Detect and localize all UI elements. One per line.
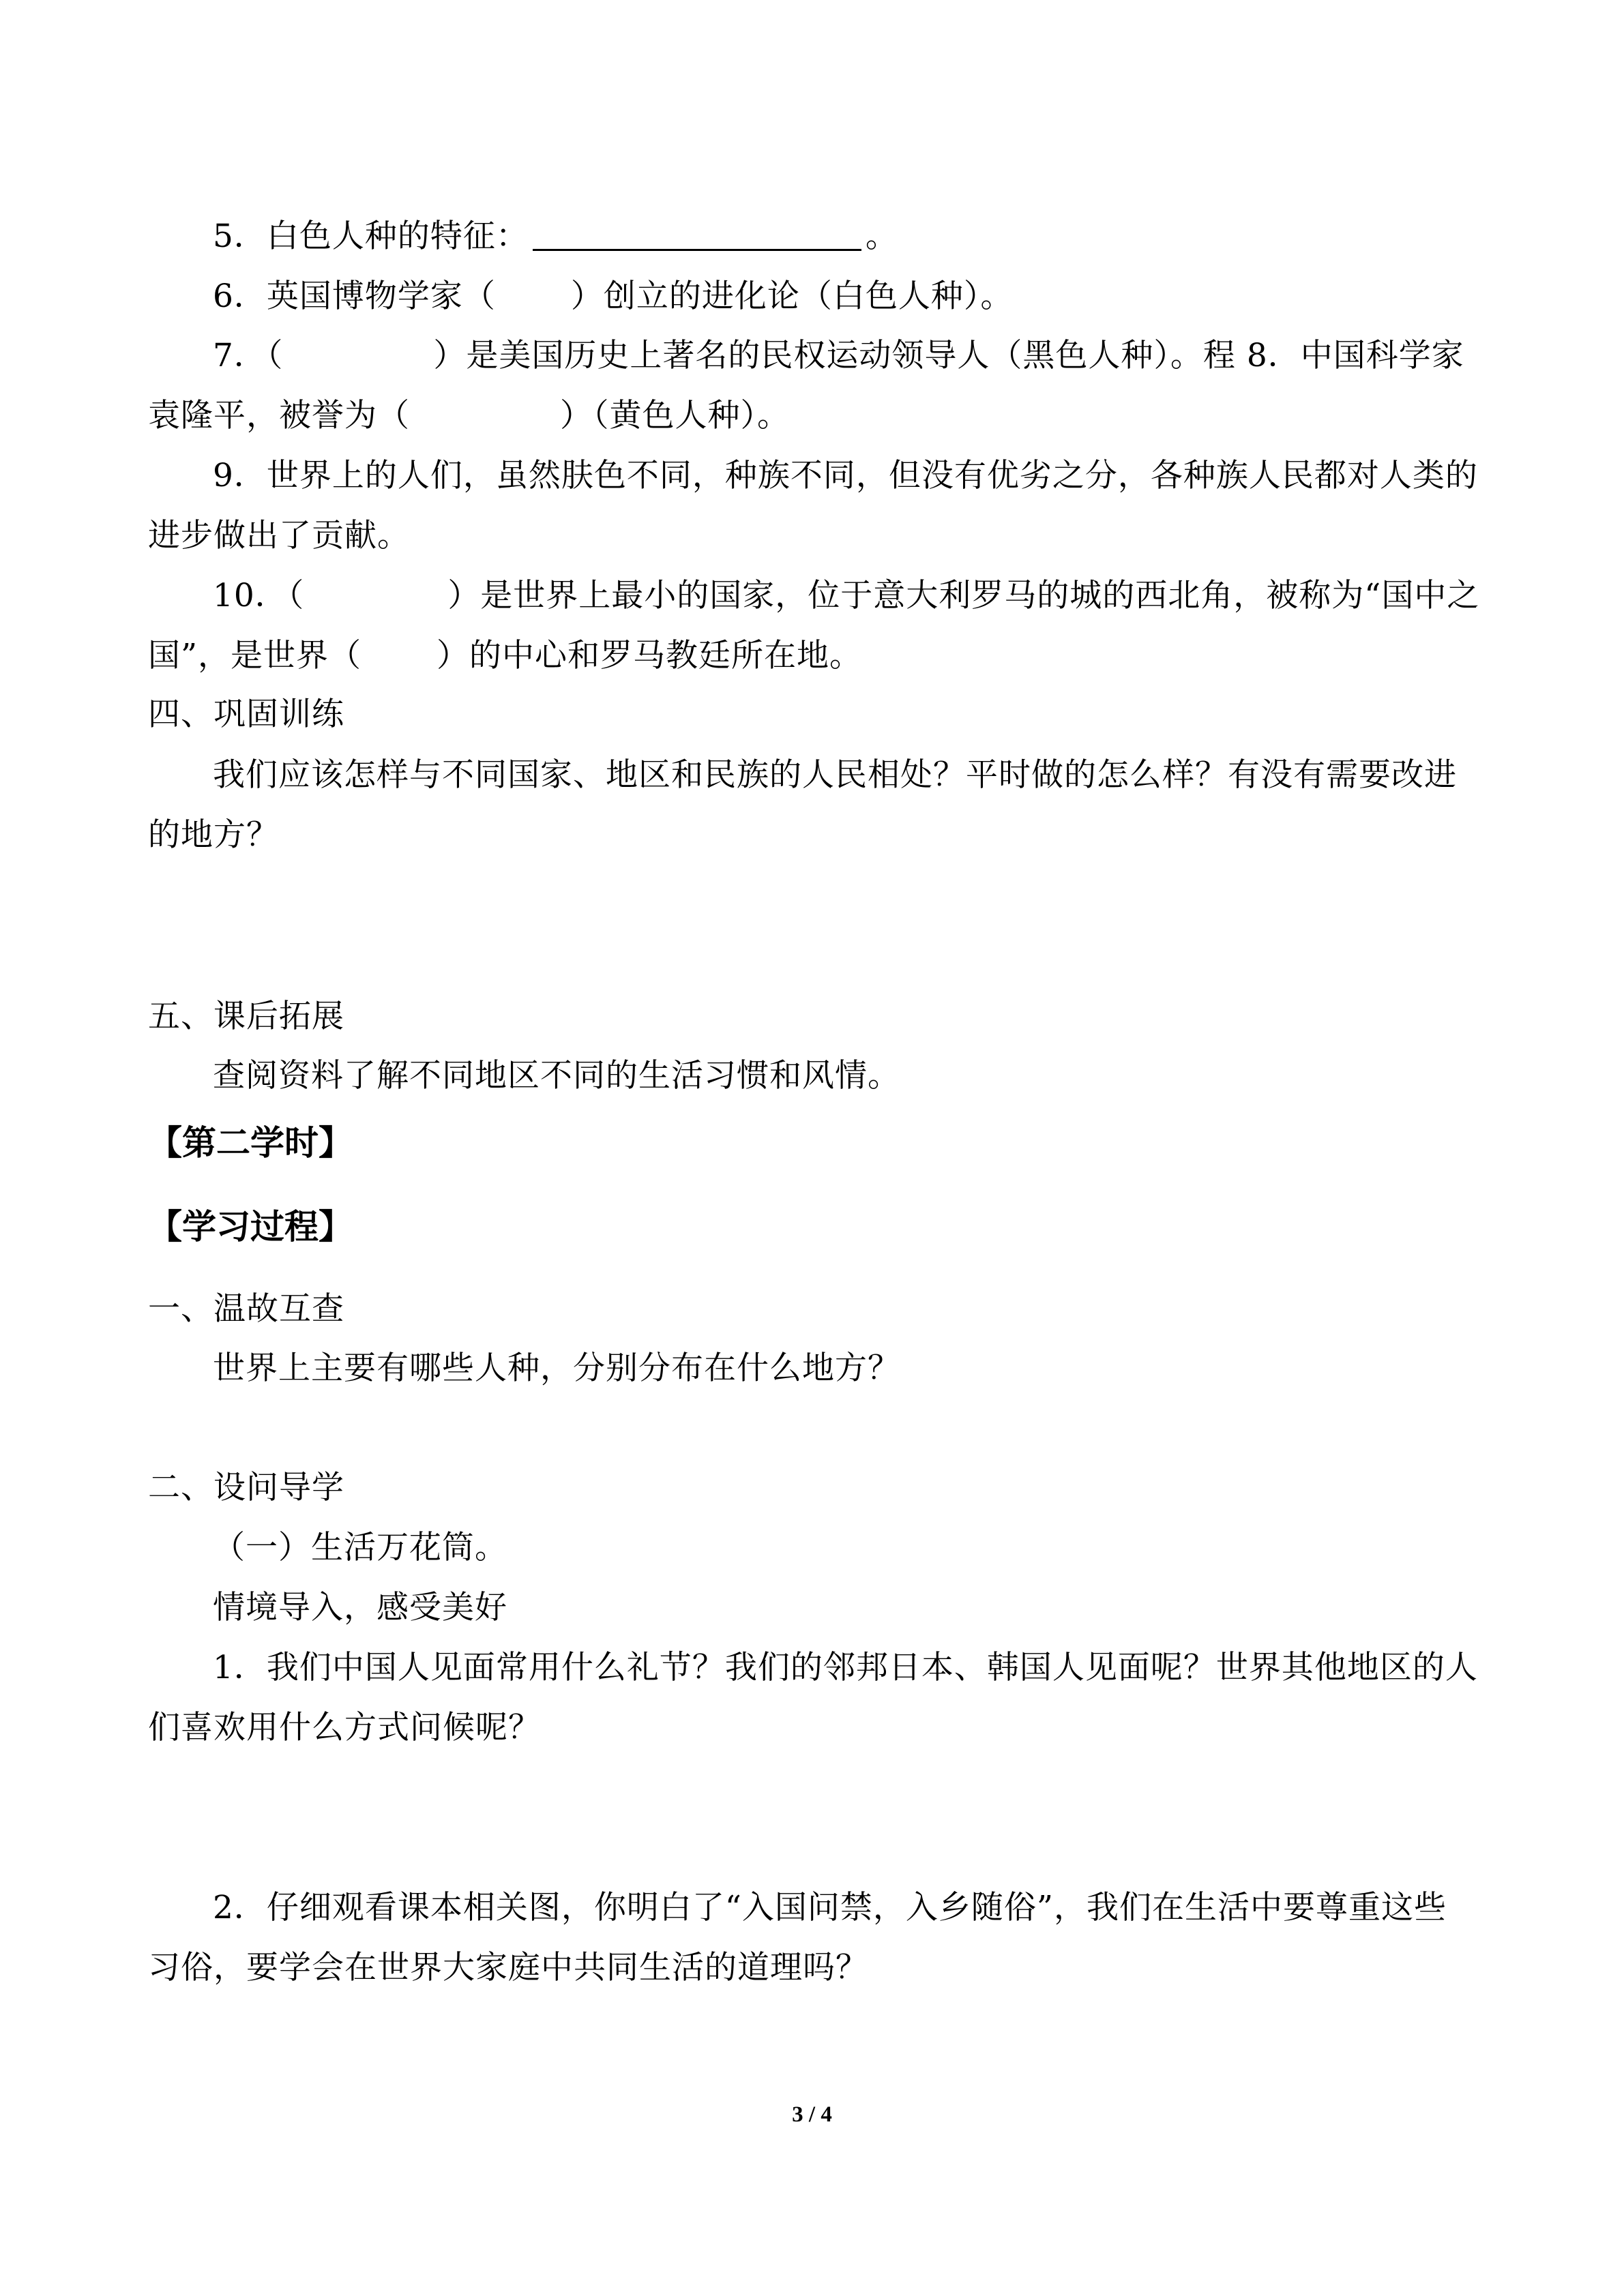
- section-5-line-1: 查阅资料了解不同地区不同的生活习惯和风情。: [213, 1057, 900, 1094]
- section-5-title: 五、课后拓展: [148, 998, 344, 1035]
- question-9-line-1: 9．世界上的人们，虽然肤色不同，种族不同，但没有优劣之分，各种族人民都对人类的: [213, 457, 1478, 494]
- question-5: [213, 216, 898, 257]
- part-2-q1-line-1: 1．我们中国人见面常用什么礼节？我们的邻邦日本、韩国人见面呢？世界其他地区的人: [213, 1649, 1478, 1686]
- question-10-mid: ）是世界上最小的国家，位于意大利罗马的城的西北角，被称为“国中之: [447, 577, 1480, 614]
- question-10-end: ）的中心和罗马教廷所在地。: [437, 637, 863, 674]
- question-8-text: 袁隆平，被誉为（: [148, 397, 410, 434]
- question-8-end: ）（黄色人种）。: [560, 397, 790, 434]
- part-2-q1-line-2: 们喜欢用什么方式问候呢？: [148, 1709, 541, 1746]
- question-7-text: 7．（: [213, 337, 284, 374]
- answer-underline: [533, 218, 861, 251]
- heading-second-period: 【第二学时】: [148, 1123, 353, 1163]
- question-6-end: ）创立的进化论（白色人种）。: [570, 278, 1014, 315]
- part-2-q2-line-2: 习俗，要学会在世界大家庭中共同生活的道理吗？: [148, 1949, 868, 1986]
- question-6-text: 6．英国博物学家（: [213, 278, 496, 315]
- question-5-end: 。: [865, 218, 898, 255]
- question-8: [148, 396, 790, 436]
- page-number: 3 / 4: [792, 2102, 832, 2127]
- question-10-text: 10．（: [213, 577, 305, 614]
- question-10-text-2: 国”，是世界（: [148, 637, 362, 674]
- heading-learning-process: 【学习过程】: [148, 1207, 353, 1247]
- question-10-line-2: [148, 636, 862, 676]
- section-4-line-2: 的地方？: [148, 816, 279, 854]
- part-1-line-1: 世界上主要有哪些人种，分别分布在什么地方？: [213, 1350, 900, 1387]
- question-6: [213, 276, 1013, 317]
- part-2-subtitle: （一）生活万花筒。: [213, 1529, 507, 1566]
- question-5-text: 5．白色人种的特征：: [213, 218, 529, 255]
- part-2-intro: 情境导入，感受美好: [213, 1589, 507, 1626]
- part-2-title: 二、设问导学: [148, 1469, 344, 1506]
- question-10-line-1: [213, 576, 1479, 616]
- section-4-line-1: 我们应该怎样与不同国家、地区和民族的人民相处？平时做的怎么样？有没有需要改进: [213, 756, 1457, 794]
- question-7-end: ）是美国历史上著名的民权运动领导人（黑色人种）。程 8．中国科学家: [433, 337, 1464, 374]
- question-9-line-2: 进步做出了贡献。: [148, 517, 410, 554]
- question-7: [213, 336, 1464, 376]
- part-2-q2-line-1: 2．仔细观看课本相关图，你明白了“入国问禁，入乡随俗”，我们在生活中要尊重这些: [213, 1889, 1447, 1926]
- section-4-title: 四、巩固训练: [148, 696, 344, 733]
- part-1-title: 一、温故互查: [148, 1290, 344, 1328]
